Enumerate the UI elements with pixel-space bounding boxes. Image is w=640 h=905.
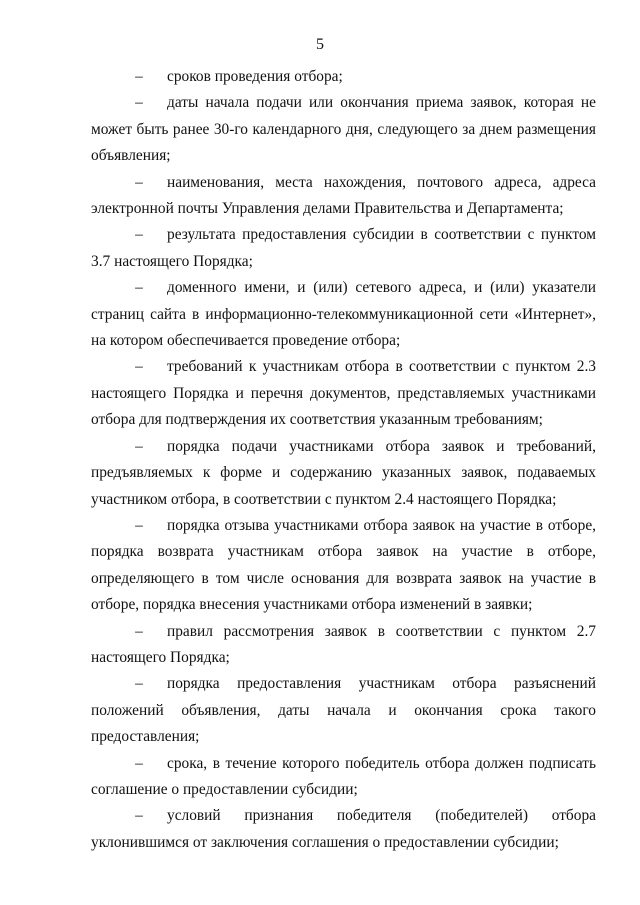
document-body — [91, 64, 596, 856]
list-item — [91, 64, 596, 90]
dash-marker: – — [135, 622, 143, 640]
dash-marker: – — [135, 94, 143, 112]
list-item — [91, 619, 596, 672]
dash-marker: – — [135, 173, 143, 191]
page-number: 5 — [316, 36, 324, 53]
list-item-text: сроков проведения отбора; — [167, 68, 343, 85]
dash-marker: – — [135, 68, 143, 85]
list-item — [91, 275, 596, 354]
dash-marker: – — [135, 754, 143, 772]
list-item-text: срока, в течение которого победитель отбора должен подписать соглашение о предоставлении субсидии; — [91, 754, 596, 798]
list-item-text: порядка предоставления участникам отбора разъяснений положений объявления, даты начала и окончания срока такого предоставления; — [91, 675, 596, 746]
list-item-text: требований к участникам отбора в соответствии с пунктом 2.3 настоящего Порядка и перечня документов, представляемых участниками отбора для подтверждения их соответствия указанным требованиям; — [91, 358, 596, 429]
dash-marker: – — [135, 675, 143, 693]
dash-marker: – — [135, 358, 143, 376]
dash-marker: – — [135, 807, 143, 825]
list-item-text: правил рассмотрения заявок в соответствии с пунктом 2.7 настоящего Порядка; — [91, 622, 596, 666]
list-item-text: даты начала подачи или окончания приема заявок, которая не может быть ранее 30-го календарного дня, следующего за днем размещения объявления; — [91, 94, 596, 165]
dash-marker: – — [135, 279, 143, 297]
list-item — [91, 90, 596, 169]
list-item-text: порядка подачи участниками отбора заявок и требований, предъявляемых к форме и содержанию указанных заявок, подаваемых участником отбора, в соответствии с пунктом 2.4 настоящего Порядка; — [91, 437, 596, 508]
list-item — [91, 803, 596, 856]
list-item-text: доменного имени, и (или) сетевого адреса, и (или) указатели страниц сайта в информационно-телекоммуникационной сети «Интернет», на котором обеспечивается проведение отбора; — [91, 279, 596, 350]
list-item-text: порядка отзыва участниками отбора заявок на участие в отборе, порядка возврата участникам отбора заявок на участие в отборе, определяющего в том числе основания для возврата заявок на участие в отборе, порядка внесения участниками отбора изменений в заявки; — [91, 516, 596, 614]
list-item — [91, 354, 596, 433]
list-item — [91, 222, 596, 275]
dash-marker: – — [135, 226, 143, 244]
list-item-text: результата предоставления субсидии в соответствии с пунктом 3.7 настоящего Порядка; — [91, 226, 596, 270]
list-item-text: наименования, места нахождения, почтового адреса, адреса электронной почты Управления делами Правительства и Департамента; — [91, 173, 596, 218]
dash-marker: – — [135, 437, 143, 455]
list-item — [91, 671, 596, 750]
list-item — [91, 170, 596, 223]
list-item — [91, 513, 596, 619]
dash-marker: – — [135, 516, 143, 534]
list-item — [91, 751, 596, 804]
list-item — [91, 434, 596, 513]
list-item-text: условий признания победителя (победителей) отбора уклонившимся от заключения соглашения о предоставлении субсидии; — [91, 807, 596, 851]
